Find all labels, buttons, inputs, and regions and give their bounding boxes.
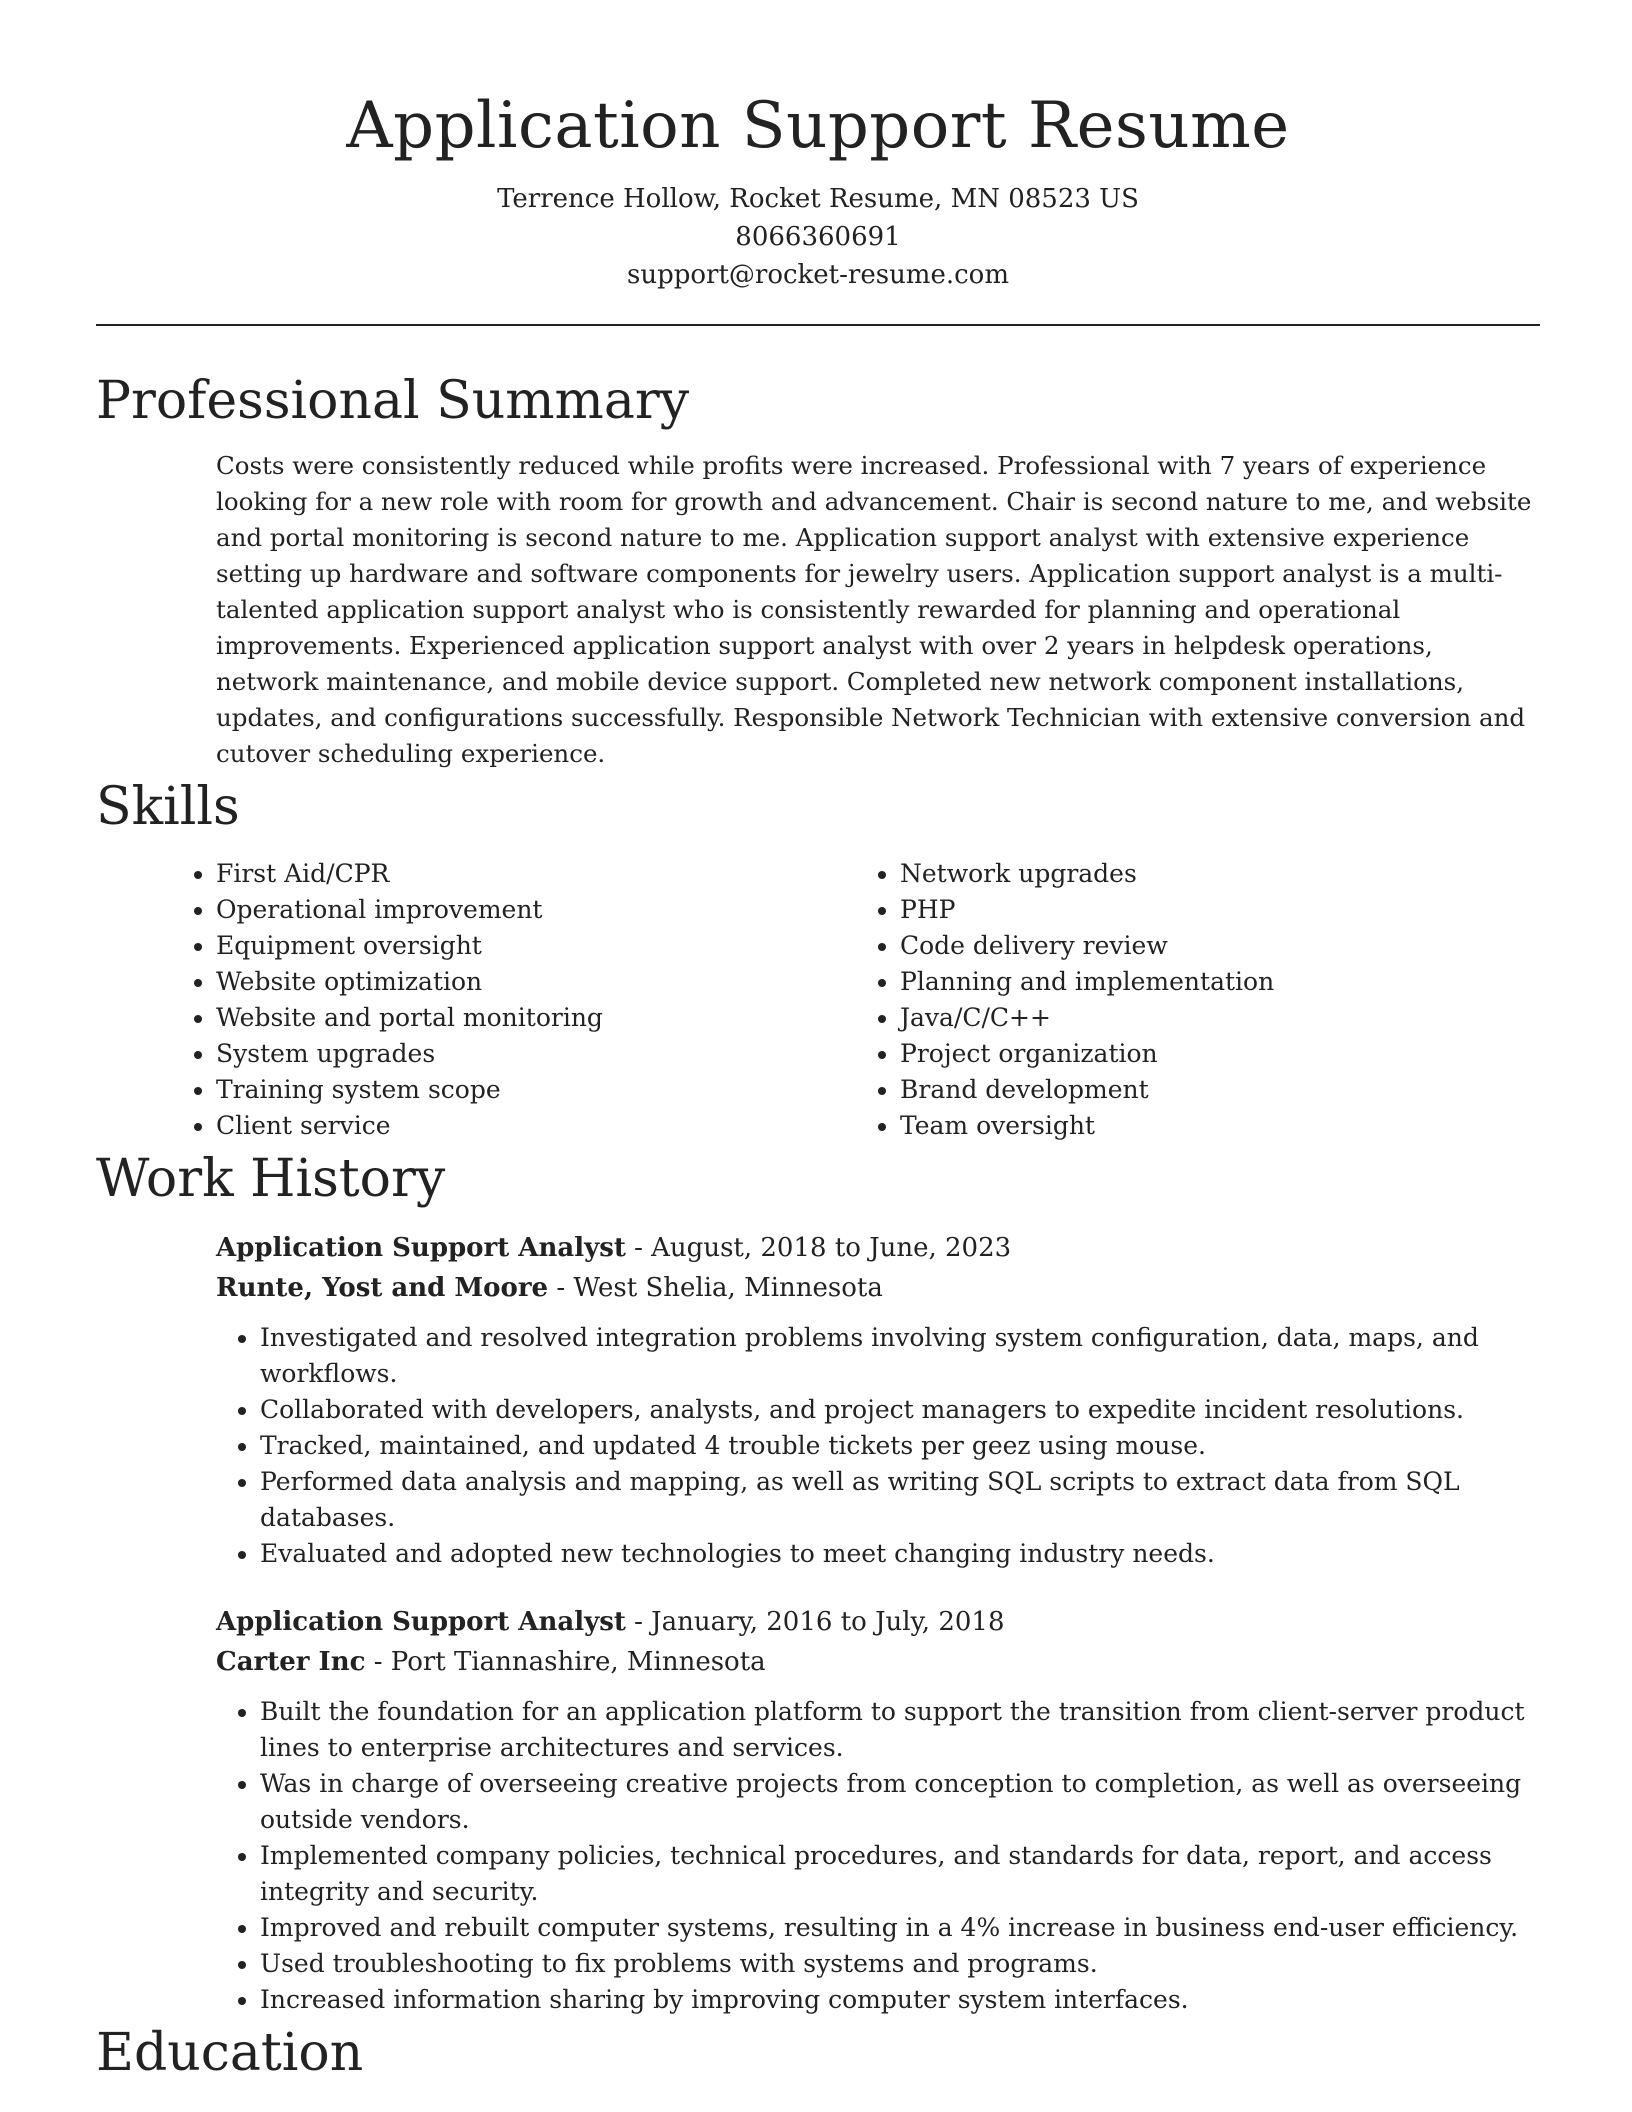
job-bullets bbox=[140, 1694, 1540, 2018]
skill-item: • Code delivery review bbox=[900, 928, 1540, 964]
skill-item: • Training system scope bbox=[216, 1072, 856, 1108]
summary-heading: Professional Summary bbox=[96, 371, 690, 431]
skill-item: • Equipment oversight bbox=[216, 928, 856, 964]
work-history-heading: Work History bbox=[96, 1149, 446, 1209]
job-bullet: • Improved and rebuilt computer systems, resulting in a 4% increase in business end-user efficiency. bbox=[260, 1910, 1540, 1946]
skill-item: • Website optimization bbox=[216, 964, 856, 1000]
skill-item: • PHP bbox=[900, 892, 1540, 928]
job-bullet: • Investigated and resolved integration problems involving system configuration, data, maps, and workflows. bbox=[260, 1320, 1540, 1392]
job-location: - West Shelia, Minnesota bbox=[548, 1273, 883, 1303]
skill-item: • Network upgrades bbox=[900, 856, 1540, 892]
skill-item: • Website and portal monitoring bbox=[216, 1000, 856, 1036]
contact-address: Terrence Hollow, Rocket Resume, MN 08523 US bbox=[497, 184, 1139, 214]
job-title: Application Support Analyst bbox=[216, 1607, 626, 1637]
skills-heading: Skills bbox=[96, 777, 240, 837]
job-bullets bbox=[140, 1320, 1540, 1572]
job-title-line bbox=[216, 1228, 1540, 1268]
resume-title: Application Support Resume bbox=[346, 89, 1290, 163]
job-bullet: • Built the foundation for an application platform to support the transition from client-server product lines to enterprise architectures and services. bbox=[260, 1694, 1540, 1766]
education-heading: Education bbox=[96, 2023, 364, 2083]
job-company-line bbox=[216, 1642, 1540, 1682]
job-company: Carter Inc bbox=[216, 1647, 366, 1677]
job-bullet: • Collaborated with developers, analysts, and project managers to expedite incident resolutions. bbox=[260, 1392, 1540, 1428]
resume-page bbox=[96, 0, 1540, 2088]
job-title-line bbox=[216, 1602, 1540, 1642]
skill-item: • Planning and implementation bbox=[900, 964, 1540, 1000]
job-company-line bbox=[216, 1268, 1540, 1308]
job-entry bbox=[216, 1602, 1540, 2018]
contact-phone: 8066360691 bbox=[735, 222, 901, 252]
job-title: Application Support Analyst bbox=[216, 1233, 626, 1263]
skill-item: • Operational improvement bbox=[216, 892, 856, 928]
skill-item: • System upgrades bbox=[216, 1036, 856, 1072]
job-bullet: • Increased information sharing by improving computer system interfaces. bbox=[260, 1982, 1540, 2018]
job-bullet: • Used troubleshooting to fix problems with systems and programs. bbox=[260, 1946, 1540, 1982]
skill-item: • Java/C/C++ bbox=[900, 1000, 1540, 1036]
skill-item: • Team oversight bbox=[900, 1108, 1540, 1144]
job-dates: - January, 2016 to July, 2018 bbox=[625, 1607, 1005, 1637]
skills-column-left bbox=[172, 856, 856, 1144]
job-bullet: • Evaluated and adopted new technologies to meet changing industry needs. bbox=[260, 1536, 1540, 1572]
job-bullet: • Tracked, maintained, and updated 4 trouble tickets per geez using mouse. bbox=[260, 1428, 1540, 1464]
summary-text: Costs were consistently reduced while profits were increased. Professional with 7 years of experience looking for a new role with room for growth and advancement. Chair is second nature to me, and website and portal monitoring is second nature to me. Application support analyst with extensive experience setting up hardware and software components for jewelry users. Application support analyst is a multi-talented application support analyst who is consistently rewarded for planning and operational improvements. Experienced application support analyst with over 2 years in helpdesk operations, network maintenance, and mobile device support. Completed new network component installations, updates, and configurations successfully. Responsible Network Technician with extensive conversion and cutover scheduling experience. bbox=[216, 451, 1532, 768]
job-bullet: • Implemented company policies, technical procedures, and standards for data, report, and access integrity and security. bbox=[260, 1838, 1540, 1910]
contact-email: support@rocket-resume.com bbox=[626, 260, 1009, 290]
job-dates: - August, 2018 to June, 2023 bbox=[625, 1233, 1012, 1263]
job-bullet: • Was in charge of overseeing creative projects from conception to completion, as well as overseeing outside vendors. bbox=[260, 1766, 1540, 1838]
skills-list bbox=[172, 856, 1540, 1144]
job-location: - Port Tiannashire, Minnesota bbox=[365, 1647, 766, 1677]
skill-item: • Client service bbox=[216, 1108, 856, 1144]
skill-item: • Brand development bbox=[900, 1072, 1540, 1108]
skill-item: • First Aid/CPR bbox=[216, 856, 856, 892]
job-entry bbox=[216, 1228, 1540, 1572]
job-bullet: • Performed data analysis and mapping, as well as writing SQL scripts to extract data from SQL databases. bbox=[260, 1464, 1540, 1536]
contact-block bbox=[96, 180, 1540, 294]
skill-item: • Project organization bbox=[900, 1036, 1540, 1072]
header-divider bbox=[96, 324, 1540, 326]
job-company: Runte, Yost and Moore bbox=[216, 1273, 549, 1303]
skills-column-right bbox=[856, 856, 1540, 1144]
